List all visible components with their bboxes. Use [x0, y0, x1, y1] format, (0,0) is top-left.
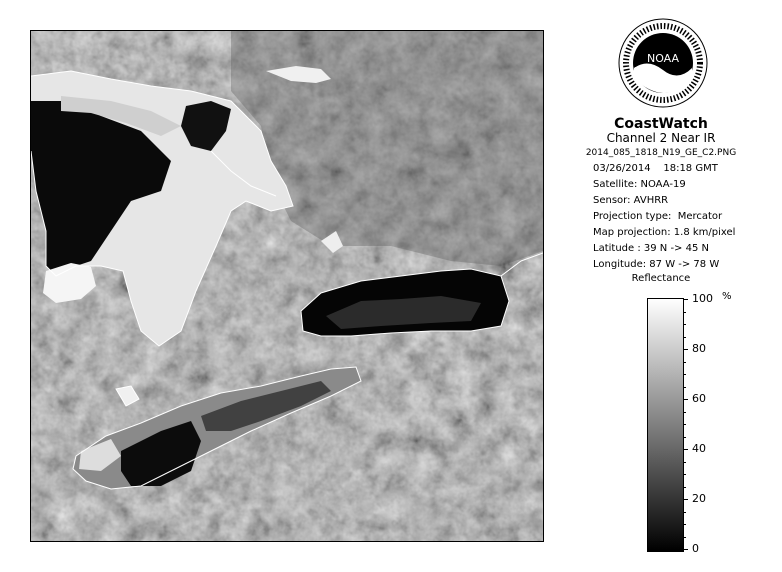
- colorbar-tick-label: 0: [692, 542, 699, 555]
- colorbar-tick-label: 100: [692, 292, 713, 305]
- product-title: CoastWatch: [614, 116, 708, 132]
- colorbar-minor-tick: [683, 487, 686, 488]
- colorbar-tick-label: 40: [692, 442, 706, 455]
- colorbar-tick: [683, 449, 688, 450]
- colorbar-minor-tick: [683, 462, 686, 463]
- noaa-logo-label: NOAA: [646, 52, 680, 65]
- colorbar-minor-tick: [683, 437, 686, 438]
- latitude-text: Latitude : 39 N -> 45 N: [593, 243, 709, 254]
- colorbar-minor-tick: [683, 424, 686, 425]
- colorbar-minor-tick: [683, 337, 686, 338]
- colorbar-tick-label: 60: [692, 392, 706, 405]
- longitude-text: Longitude: 87 W -> 78 W: [593, 259, 720, 270]
- colorbar-minor-tick: [683, 374, 686, 375]
- colorbar-tick-label: 20: [692, 492, 706, 505]
- colorbar-title: Reflectance: [631, 273, 691, 284]
- colorbar-tick: [683, 349, 688, 350]
- colorbar-minor-tick: [683, 412, 686, 413]
- colorbar-minor-tick: [683, 512, 686, 513]
- sensor-text: Sensor: AVHRR: [593, 195, 669, 206]
- map-projection-text: Map projection: 1.8 km/pixel: [593, 227, 736, 238]
- satellite-image-svg: [31, 31, 543, 541]
- colorbar-minor-tick: [683, 524, 686, 525]
- file-name: 2014_085_1818_N19_GE_C2.PNG: [585, 148, 737, 158]
- colorbar-minor-tick: [683, 324, 686, 325]
- colorbar-tick: [683, 549, 688, 550]
- colorbar-tick: [683, 499, 688, 500]
- datetime-text: 03/26/2014 18:18 GMT: [593, 163, 718, 174]
- satellite-image: [30, 30, 544, 542]
- noaa-logo-svg: [618, 18, 708, 108]
- projection-type-text: Projection type: Mercator: [593, 211, 723, 222]
- colorbar-tick: [683, 399, 688, 400]
- colorbar-unit: %: [722, 291, 732, 302]
- colorbar-tick-label: 80: [692, 342, 706, 355]
- colorbar: [647, 298, 684, 552]
- channel-subtitle: Channel 2 Near IR: [606, 131, 716, 145]
- colorbar-tick: [683, 299, 688, 300]
- colorbar-minor-tick: [683, 537, 686, 538]
- colorbar-minor-tick: [683, 387, 686, 388]
- satellite-text: Satellite: NOAA-19: [593, 179, 686, 190]
- colorbar-minor-tick: [683, 474, 686, 475]
- noaa-logo: [618, 18, 708, 108]
- colorbar-minor-tick: [683, 312, 686, 313]
- colorbar-minor-tick: [683, 362, 686, 363]
